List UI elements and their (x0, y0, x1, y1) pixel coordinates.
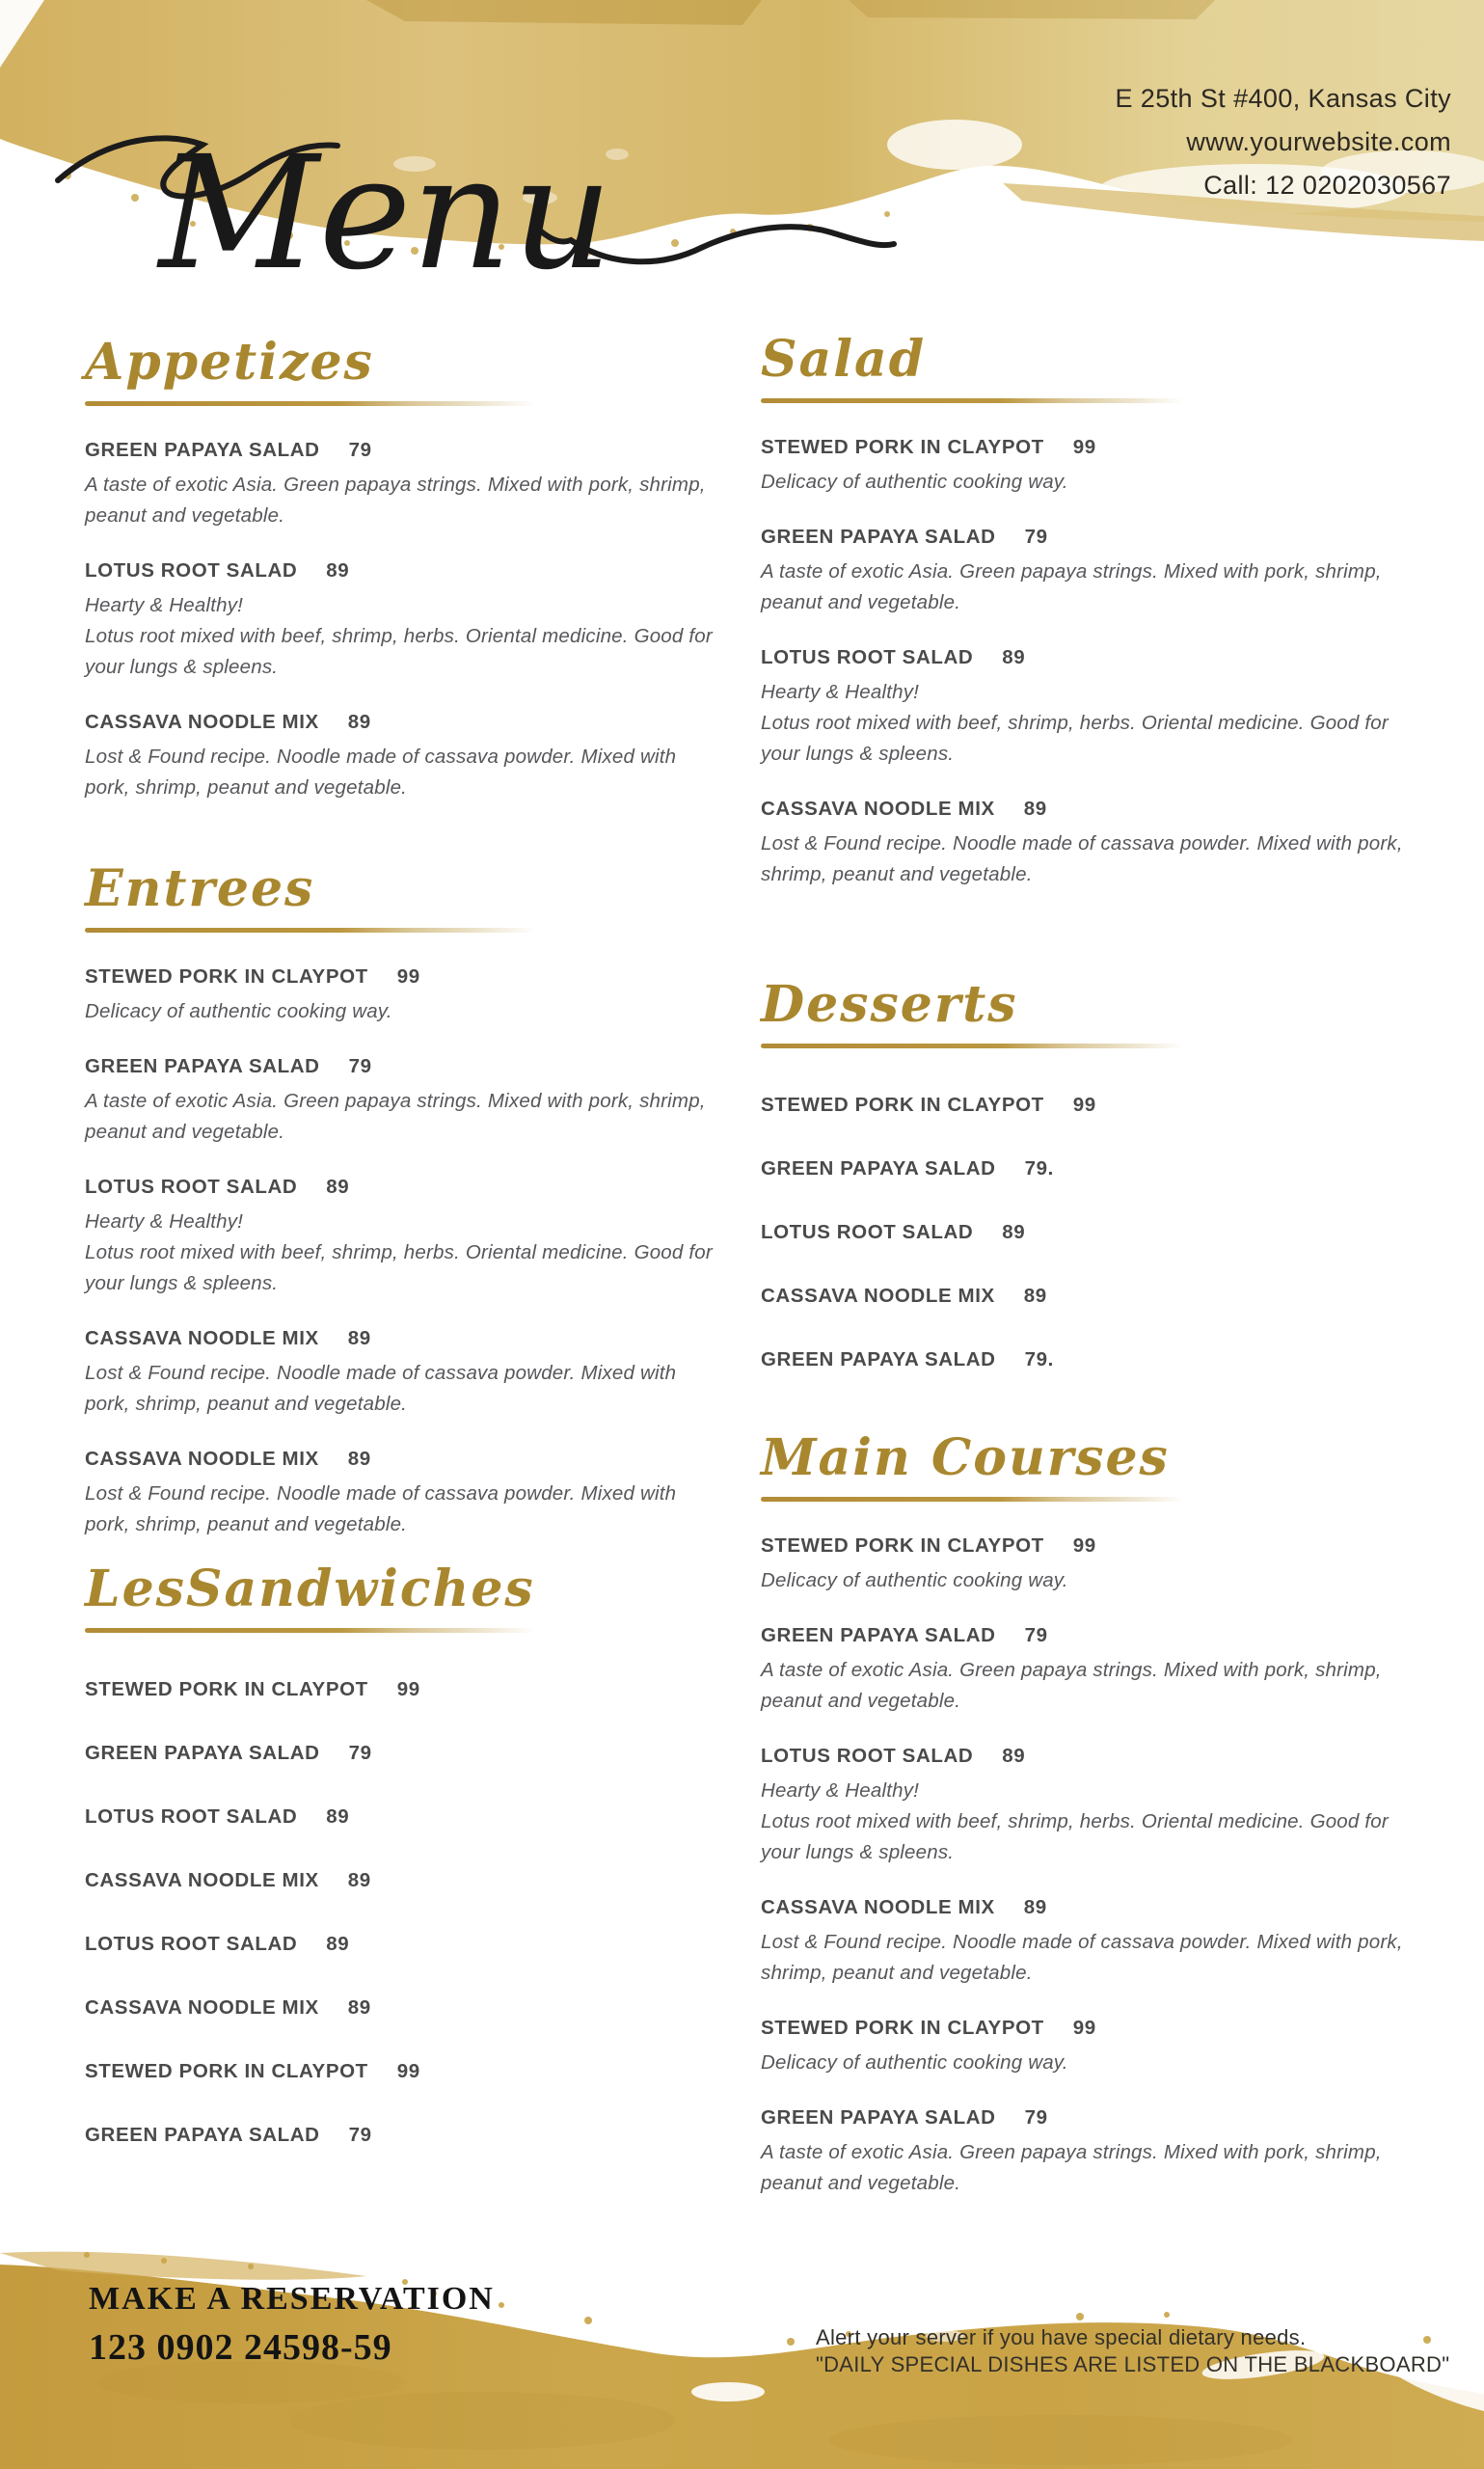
menu-item-name: STEWED PORK IN CLAYPOT (85, 2060, 368, 2082)
menu-item-description: Lotus root mixed with beef, shrimp, herbs. Oriental medicine. Good for your lungs & spleens. (85, 625, 713, 678)
menu-item (85, 2059, 723, 2084)
menu-item-description: Delicacy of authentic cooking way. (85, 1000, 392, 1022)
menu-item-description: A taste of exotic Asia. Green papaya strings. Mixed with pork, shrimp, peanut and vegetable. (761, 1659, 1382, 1712)
menu-item-name: GREEN PAPAYA SALAD (761, 2106, 996, 2129)
section-title: LesSandwiches (85, 1560, 535, 1618)
menu-item-description: A taste of exotic Asia. Green papaya strings. Mixed with pork, shrimp, peanut and vegetable. (85, 1090, 706, 1143)
menu-item-description: Hearty & Healthy! (761, 1779, 920, 1802)
menu-item-title (85, 2059, 723, 2084)
menu-item-price: 79 (348, 1055, 372, 1077)
menu-item-price: 89 (1002, 646, 1026, 668)
menu-item-title (85, 1175, 723, 1200)
menu-item (85, 1677, 723, 1702)
menu-item-description: Lost & Found recipe. Noodle made of cassava powder. Mixed with pork, shrimp, peanut and vegetable. (761, 832, 1403, 885)
menu-item-price: 79 (1024, 2106, 1048, 2129)
menu-item-title (85, 1995, 723, 2021)
menu-item (761, 1220, 1426, 1245)
menu-item-price: 79 (348, 2124, 372, 2146)
menu-item-title (761, 645, 1426, 670)
menu-item-description: Delicacy of authentic cooking way. (761, 1569, 1068, 1591)
menu-item (85, 1741, 723, 1766)
menu-item-price: 99 (1072, 1094, 1096, 1116)
menu-item-title (85, 964, 723, 990)
menu-item-name: GREEN PAPAYA SALAD (85, 2124, 320, 2146)
menu-item (85, 2123, 723, 2148)
menu-item-description: Lost & Found recipe. Noodle made of cassava powder. Mixed with pork, shrimp, peanut and vegetable. (761, 1931, 1403, 1984)
reservation-phone: 123 0902 24598-59 (89, 2327, 392, 2368)
brand-title (29, 50, 935, 349)
menu-item-price: 79. (1024, 1157, 1054, 1180)
menu-item-name: GREEN PAPAYA SALAD (761, 1348, 996, 1370)
menu-item (761, 2016, 1426, 2078)
menu-item-price: 89 (347, 1327, 371, 1349)
section-items (761, 1502, 1426, 2199)
menu-item-price: 89 (347, 1869, 371, 1891)
contact-address: E 25th St #400, Kansas City (1115, 84, 1451, 113)
menu-item-title (85, 1326, 723, 1351)
menu-item-description: Lotus root mixed with beef, shrimp, herbs. Oriental medicine. Good for your lungs & spleens. (85, 1241, 713, 1294)
menu-item (85, 1932, 723, 1957)
menu-item (761, 1093, 1426, 1118)
menu-item-name: CASSAVA NOODLE MIX (761, 1285, 995, 1307)
menu-item-title (85, 1677, 723, 1702)
menu-item (761, 1284, 1426, 1309)
menu-item-name: LOTUS ROOT SALAD (761, 646, 974, 668)
menu-item (761, 1623, 1426, 1717)
menu-section (85, 333, 723, 803)
dietary-note-line2: "DAILY SPECIAL DISHES ARE LISTED ON THE BLACKBOARD" (816, 2352, 1450, 2376)
menu-item-price: 99 (396, 1678, 420, 1700)
menu-item-title (85, 2123, 723, 2148)
menu-item-name: CASSAVA NOODLE MIX (85, 1327, 319, 1349)
menu-item (85, 1804, 723, 1830)
menu-item-title (761, 1093, 1426, 1118)
menu-item (85, 438, 723, 531)
menu-item (761, 1156, 1426, 1181)
menu-section (85, 1560, 723, 2148)
menu-item-title (761, 1284, 1426, 1309)
menu-item-description: Lost & Found recipe. Noodle made of cassava powder. Mixed with pork, shrimp, peanut and vegetable. (85, 1482, 677, 1535)
menu-item-title (85, 710, 723, 735)
menu-item-description: A taste of exotic Asia. Green papaya strings. Mixed with pork, shrimp, peanut and vegetable. (85, 474, 706, 527)
reservation-block (89, 2280, 495, 2369)
menu-item-price: 89 (1002, 1745, 1026, 1767)
menu-item-price: 89 (1023, 1896, 1047, 1918)
menu-item-description: Lotus root mixed with beef, shrimp, herbs. Oriental medicine. Good for your lungs & spleens. (761, 712, 1389, 765)
menu-item-name: STEWED PORK IN CLAYPOT (85, 965, 368, 988)
brand-title-text: Menu (158, 123, 613, 305)
menu-item-title (761, 2105, 1426, 2130)
menu-item-description: Hearty & Healthy! (85, 594, 244, 616)
menu-item (761, 797, 1426, 890)
section-items (761, 1048, 1426, 1372)
menu-item-price: 89 (326, 559, 350, 582)
menu-item-name: GREEN PAPAYA SALAD (761, 526, 996, 548)
menu-item-description: A taste of exotic Asia. Green papaya strings. Mixed with pork, shrimp, peanut and vegetable. (761, 560, 1382, 613)
menu-item-price: 99 (1072, 2017, 1096, 2039)
menu-item-price: 89 (347, 1448, 371, 1470)
menu-item-description: Lost & Found recipe. Noodle made of cassava powder. Mixed with pork, shrimp, peanut and vegetable. (85, 1362, 677, 1415)
menu-item (85, 710, 723, 803)
menu-column-right (761, 330, 1426, 2199)
menu-section (761, 975, 1426, 1372)
menu-item-price: 99 (396, 965, 420, 988)
contact-website: www.yourwebsite.com (1186, 127, 1451, 156)
menu-item-name: GREEN PAPAYA SALAD (761, 1624, 996, 1646)
menu-item-description: Delicacy of authentic cooking way. (761, 2051, 1068, 2074)
menu-item-name: GREEN PAPAYA SALAD (85, 1742, 320, 1764)
menu-item-name: CASSAVA NOODLE MIX (85, 1869, 319, 1891)
menu-item-price: 79. (1024, 1348, 1054, 1370)
menu-item-title (761, 525, 1426, 550)
section-title: Appetizes (85, 333, 374, 392)
menu-item-title (761, 1533, 1426, 1559)
menu-item-title (761, 1220, 1426, 1245)
menu-item-name: LOTUS ROOT SALAD (761, 1745, 974, 1767)
menu-item-name: LOTUS ROOT SALAD (85, 1805, 298, 1828)
menu-item-title (85, 1447, 723, 1472)
menu-item (85, 1054, 723, 1148)
section-title: Salad (761, 330, 927, 389)
menu-item-description: Lotus root mixed with beef, shrimp, herbs. Oriental medicine. Good for your lungs & spleens. (761, 1810, 1389, 1863)
menu-item-price: 89 (1023, 1285, 1047, 1307)
menu-item-price: 89 (1002, 1221, 1026, 1243)
menu-item-title (761, 1744, 1426, 1769)
menu-item (85, 1995, 723, 2021)
menu-item-price: 79 (348, 1742, 372, 1764)
menu-item-price: 79 (1024, 526, 1048, 548)
menu-item-price: 89 (326, 1933, 350, 1955)
menu-item-description: Hearty & Healthy! (85, 1210, 244, 1233)
menu-item-name: CASSAVA NOODLE MIX (85, 1996, 319, 2019)
menu-item-price: 89 (1023, 798, 1047, 820)
menu-item (85, 1868, 723, 1893)
menu-item-description: Lost & Found recipe. Noodle made of cassava powder. Mixed with pork, shrimp, peanut and vegetable. (85, 746, 677, 799)
menu-item-description: A taste of exotic Asia. Green papaya strings. Mixed with pork, shrimp, peanut and vegetable. (761, 2141, 1382, 2194)
menu-item-name: STEWED PORK IN CLAYPOT (761, 436, 1044, 458)
menu-item-price: 79 (1024, 1624, 1048, 1646)
menu-item-name: LOTUS ROOT SALAD (85, 1176, 298, 1198)
menu-item-title (761, 2016, 1426, 2041)
menu-item-name: CASSAVA NOODLE MIX (761, 798, 995, 820)
section-title: Entrees (85, 859, 315, 918)
section-items (761, 403, 1426, 890)
menu-item-title (761, 1156, 1426, 1181)
menu-item-name: GREEN PAPAYA SALAD (85, 439, 320, 461)
menu-item (85, 964, 723, 1027)
menu-item-title (85, 558, 723, 583)
menu-item (85, 1326, 723, 1420)
dietary-note (816, 2324, 1449, 2378)
menu-item-name: STEWED PORK IN CLAYPOT (761, 2017, 1044, 2039)
menu-item (85, 558, 723, 683)
menu-section (761, 1428, 1426, 2199)
menu-item-price: 89 (347, 711, 371, 733)
dietary-note-line1: Alert your server if you have special dietary needs. (816, 2325, 1307, 2349)
menu-item-title (761, 1895, 1426, 1920)
menu-item-price: 89 (347, 1996, 371, 2019)
menu-item-name: CASSAVA NOODLE MIX (85, 1448, 319, 1470)
menu-item-name: LOTUS ROOT SALAD (761, 1221, 974, 1243)
section-items (85, 933, 723, 1540)
menu-item (761, 1744, 1426, 1868)
section-title: Main Courses (761, 1428, 1170, 1487)
menu-item-title (761, 1623, 1426, 1648)
menu-column-left (85, 333, 723, 2186)
menu-item-name: STEWED PORK IN CLAYPOT (761, 1534, 1044, 1557)
menu-item-name: GREEN PAPAYA SALAD (761, 1157, 996, 1180)
menu-item-price: 99 (1072, 436, 1096, 458)
menu-item-price: 79 (348, 439, 372, 461)
contact-block (1116, 77, 1452, 207)
menu-item (761, 645, 1426, 770)
menu-item (761, 2105, 1426, 2199)
menu-item-description: Hearty & Healthy! (761, 681, 920, 703)
menu-item-price: 89 (326, 1176, 350, 1198)
menu-item-title (85, 1054, 723, 1079)
menu-item-title (85, 1741, 723, 1766)
reservation-label: MAKE A RESERVATION (89, 2281, 495, 2317)
menu-item-price: 99 (396, 2060, 420, 2082)
menu-item-name: CASSAVA NOODLE MIX (761, 1896, 995, 1918)
section-items (85, 1633, 723, 2148)
menu-item-name: LOTUS ROOT SALAD (85, 1933, 298, 1955)
menu-item-title (761, 797, 1426, 822)
menu-item-name: LOTUS ROOT SALAD (85, 559, 298, 582)
menu-item (85, 1175, 723, 1299)
menu-item (761, 1347, 1426, 1372)
menu-item-title (85, 1868, 723, 1893)
menu-item-description: Delicacy of authentic cooking way. (761, 471, 1068, 493)
menu-item-name: CASSAVA NOODLE MIX (85, 711, 319, 733)
menu-item (761, 525, 1426, 618)
menu-item (761, 435, 1426, 498)
menu-item-title (85, 1804, 723, 1830)
section-items (85, 406, 723, 803)
menu-item (761, 1895, 1426, 1989)
menu-item-name: GREEN PAPAYA SALAD (85, 1055, 320, 1077)
menu-item-title (85, 438, 723, 463)
menu-section (761, 330, 1426, 890)
menu-section (85, 859, 723, 1540)
menu-item-title (761, 435, 1426, 460)
menu-item (85, 1447, 723, 1540)
menu-item-name: STEWED PORK IN CLAYPOT (85, 1678, 368, 1700)
menu-item (761, 1533, 1426, 1596)
contact-phone: Call: 12 0202030567 (1203, 171, 1451, 200)
menu-item-price: 89 (326, 1805, 350, 1828)
menu-item-title (761, 1347, 1426, 1372)
section-title: Desserts (761, 975, 1018, 1034)
menu-item-price: 99 (1072, 1534, 1096, 1557)
menu-item-name: STEWED PORK IN CLAYPOT (761, 1094, 1044, 1116)
menu-item-title (85, 1932, 723, 1957)
